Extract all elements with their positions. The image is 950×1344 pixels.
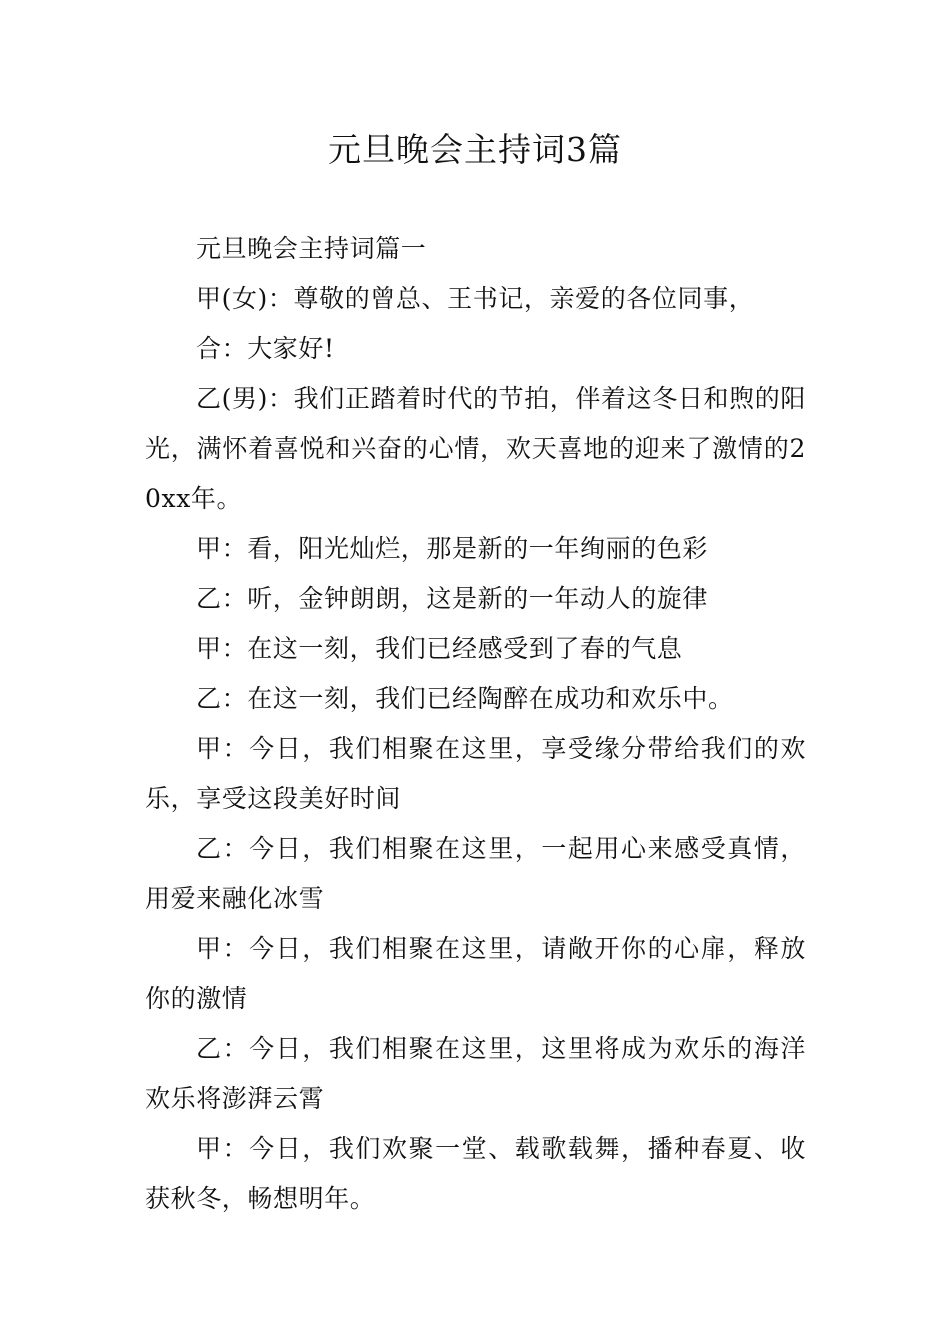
paragraph: 甲：今日，我们欢聚一堂、载歌载舞，播种春夏、收获秋冬，畅想明年。 xyxy=(145,1134,806,1213)
document-title: 元旦晚会主持词3篇 xyxy=(328,130,622,169)
paragraph: 甲(女)：尊敬的曾总、王书记，亲爱的各位同事， xyxy=(196,284,755,313)
document-body xyxy=(145,224,806,1224)
paragraph: 乙：今日，我们相聚在这里，一起用心来感受真情，用爱来融化冰雪 xyxy=(145,834,806,913)
paragraph-section-heading: 元旦晚会主持词篇一 xyxy=(196,234,427,263)
paragraph: 甲：看，阳光灿烂，那是新的一年绚丽的色彩 xyxy=(196,534,709,563)
paragraph: 甲：今日，我们相聚在这里，享受缘分带给我们的欢乐，享受这段美好时间 xyxy=(145,734,806,813)
paragraph: 合：大家好! xyxy=(196,334,335,363)
paragraph: 乙：在这一刻，我们已经陶醉在成功和欢乐中。 xyxy=(196,684,734,713)
paragraph: 乙(男)：我们正踏着时代的节拍，伴着这冬日和煦的阳光，满怀着喜悦和兴奋的心情，欢天喜地的迎来了激情的20xx年。 xyxy=(145,384,806,513)
paragraph: 乙：听，金钟朗朗，这是新的一年动人的旋律 xyxy=(196,584,709,613)
paragraph: 甲：今日，我们相聚在这里，请敞开你的心扉，释放你的激情 xyxy=(145,934,806,1013)
paragraph: 甲：在这一刻，我们已经感受到了春的气息 xyxy=(196,634,683,663)
paragraph: 乙：今日，我们相聚在这里，这里将成为欢乐的海洋欢乐将澎湃云霄 xyxy=(145,1034,806,1113)
